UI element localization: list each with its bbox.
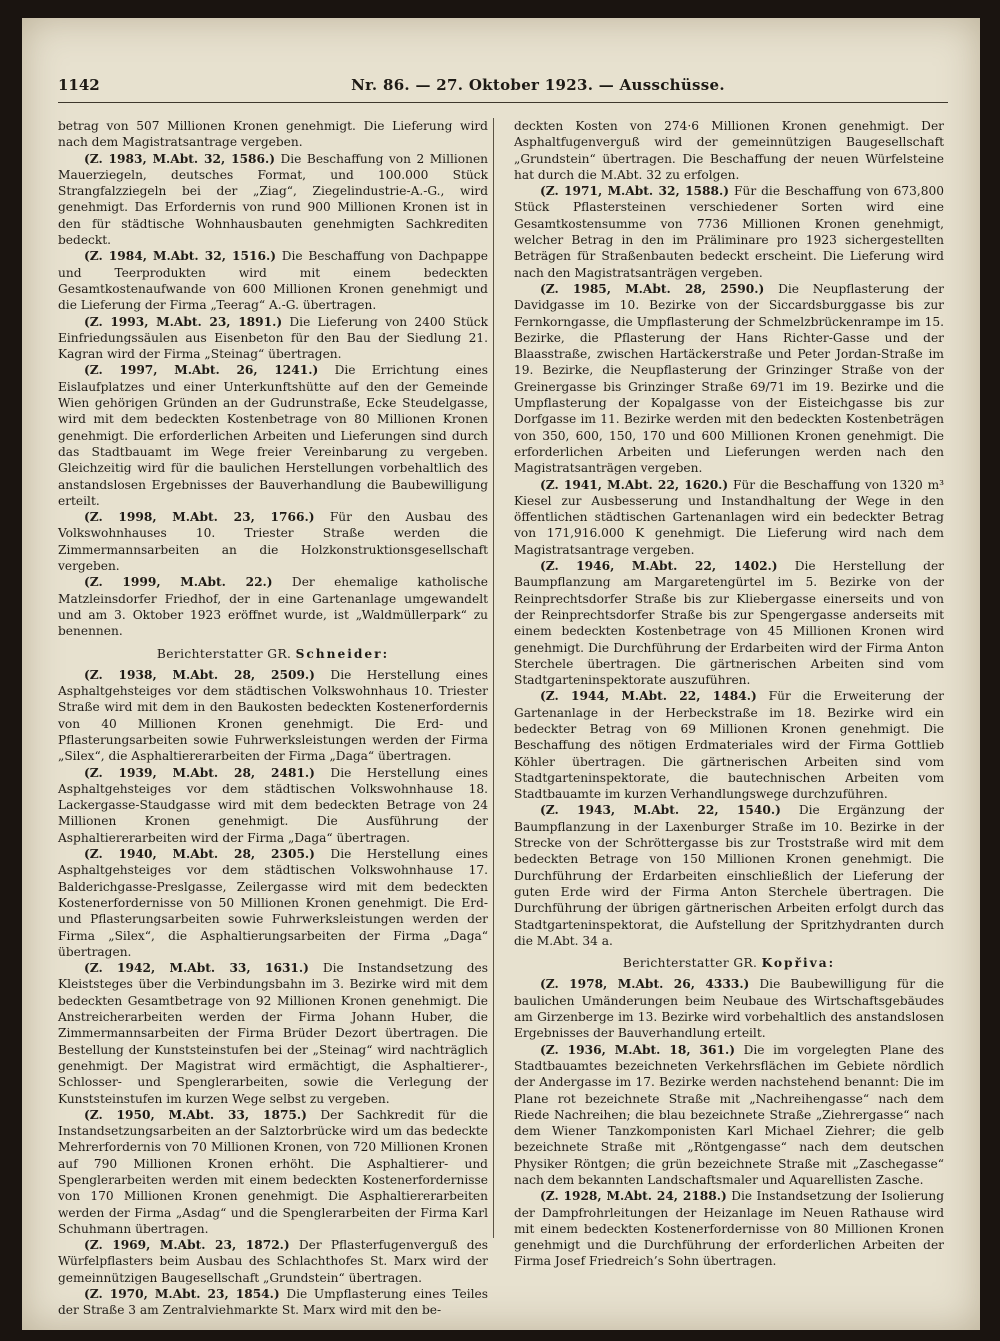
header-rule xyxy=(58,102,948,103)
resolution-entry xyxy=(514,976,944,1041)
resolution-entry xyxy=(514,477,944,558)
entry-text: Die Herstellung eines Asphaltgehsteiges vor dem städtischen Volkswohnhause 17. Balderichgasse-Preslgasse, Zeilergasse wird mit dem bedeckten Kostenerfordernisse von 50 Millionen Kronen genehmigt. Die Erd- und Pflasterungsarbeiten sowie Fuhrwerksleistungen werden der Firma „Silex“, die Asphaltierungsarbeiten der Firma „Daga“ übertragen. xyxy=(58,847,489,959)
resolution-entry xyxy=(58,314,488,363)
left-column xyxy=(58,118,488,1319)
page-number: 1142 xyxy=(58,76,100,94)
entry-reference: (Z. 1941, M.Abt. 22, 1620.) xyxy=(540,477,729,492)
entry-reference: (Z. 1939, M.Abt. 28, 2481.) xyxy=(84,765,315,780)
entry-reference: (Z. 1938, M.Abt. 28, 2509.) xyxy=(84,667,315,682)
resolution-entry xyxy=(58,1286,488,1319)
resolution-entry xyxy=(58,846,488,960)
entry-text: Der ehemalige katholische Matzleinsdorfer Friedhof, der in eine Gartenanlage umgewandelt und am 3. Oktober 1923 eröffnet wurde, ist „Waldmüllerpark“ zu benennen. xyxy=(58,575,489,639)
resolution-entry xyxy=(514,281,944,477)
entry-reference: (Z. 1971, M.Abt. 32, 1588.) xyxy=(540,184,730,199)
entry-reference: (Z. 1942, M.Abt. 33, 1631.) xyxy=(84,961,309,976)
entry-reference: (Z. 1950, M.Abt. 33, 1875.) xyxy=(84,1107,307,1122)
resolution-entry xyxy=(514,802,944,949)
entry-reference: (Z. 1978, M.Abt. 26, 4333.) xyxy=(540,977,750,992)
entry-text: Die Herstellung der Baumpflanzung am Margaretengürtel im 5. Bezirke von der Reinprechtsdorfer Straße bis zur Kliebergasse einerseits und von der Reinprechtsdorfer Straße bis zur Spengergasse anderseits mit einem bedeckten Kostenbetrage von 45 Millionen Kronen wird genehmigt. Die Durchführung der Erdarbeiten wird der Firma Anton Sterchele übertragen. Die gärtnerischen Arbeiten sind vom Stadtgarteninspektorate auszuführen. xyxy=(514,559,945,688)
entry-reference: (Z. 1984, M.Abt. 32, 1516.) xyxy=(84,249,276,264)
resolution-entry xyxy=(514,1042,944,1189)
column-divider xyxy=(493,118,494,1238)
reporter-heading xyxy=(58,646,488,662)
page-header xyxy=(58,76,948,100)
resolution-entry xyxy=(58,1107,488,1237)
newspaper-page xyxy=(22,18,980,1330)
resolution-entry xyxy=(58,509,488,574)
entry-reference: (Z. 1943, M.Abt. 22, 1540.) xyxy=(540,803,781,818)
entry-text: Für den Ausbau des Volkswohnhauses 10. Triester Straße werden die Zimmermannsarbeiten an die Holzkonstruktionsgesellschaft vergeben. xyxy=(58,510,488,574)
resolution-entry xyxy=(58,151,488,249)
entry-text: Der Pflasterfugenverguß des Würfelpflasters beim Ausbau des Schlachthofes St. Marx wird der gemeinnützigen Baugesellschaft „Grundstein“ übertragen. xyxy=(58,1238,489,1285)
resolution-entry xyxy=(58,248,488,313)
right-column xyxy=(514,118,944,1270)
entry-text: Die Beschaffung von Dachpappe und Teerprodukten wird mit einem bedeckten Gesamtkostenaufwande von 600 Millionen Kronen genehmigt und die Lieferung der Firma „Teerag“ A.-G. übertragen. xyxy=(58,249,488,313)
entry-text: Die Herstellung eines Asphaltgehsteiges vor dem städtischen Volkswohnhaus 10. Triester Straße wird mit dem in den Baukosten bedeckten Kostenerfordernis von 40 Millionen Kronen genehmigt. Die Erd- und Pflasterungsarbeiten sowie Fuhrwerksleistungen werden der Firma „Silex“, die Asphaltiererarbeiten der Firma „Daga“ übertragen. xyxy=(58,667,489,764)
entry-reference: (Z. 1998, M.Abt. 23, 1766.) xyxy=(84,510,315,525)
entry-reference: (Z. 1985, M.Abt. 28, 2590.) xyxy=(540,281,765,296)
resolution-entry xyxy=(58,118,488,151)
resolution-entry xyxy=(58,574,488,639)
resolution-entry xyxy=(514,558,944,688)
entry-reference: (Z. 1944, M.Abt. 22, 1484.) xyxy=(540,689,757,704)
entry-reference: (Z. 1993, M.Abt. 23, 1891.) xyxy=(84,314,283,329)
entry-reference: (Z. 1983, M.Abt. 32, 1586.) xyxy=(84,151,276,166)
entry-text: Die Instandsetzung der Isolierung der Dampfrohrleitungen der Heizanlage im Neuen Rathause wird mit einem bedeckten Kostenerfordernisse von 80 Millionen Kronen genehmigt und die Durchführung der erforderlichen Arbeiten der Firma Josef Friedreich’s Sohn übertragen. xyxy=(514,1189,944,1269)
entry-text: Die Errichtung eines Eislaufplatzes und einer Unterkunftshütte auf den der Gemeinde Wien gehörigen Gründen an der Gudrunstraße, Ecke Steudelgasse, wird mit dem bedeckten Kostenbetrage von 80 Millionen Kronen genehmigt. Die erforderlichen Arbeiten und Lieferungen sind durch das Stadtbauamt im Wege freier Vereinbarung zu vergeben. Gleichzeitig wird für die baulichen Herstellungen vorbehaltlich des anstandslosen Ergebnisses der Bauverhandlung die Baubewilligung erteilt. xyxy=(58,363,489,508)
entry-text: Für die Erweiterung der Gartenanlage in der Herbeckstraße im 18. Bezirke wird ein bedeckter Betrag von 69 Millionen Kronen genehmigt. Die Beschaffung des nötigen Erdmateriales wird der Firma Gottlieb Köhler übertragen. Die gärtnerischen Arbeiten sind vom Stadtgarteninspektorate, die bautechnischen Arbeiten vom Stadtbauamte im kurzen Verhandlungswege durchzuführen. xyxy=(514,689,944,802)
entry-reference: (Z. 1946, M.Abt. 22, 1402.) xyxy=(540,559,778,574)
entry-text: Die Lieferung von 2400 Stück Einfriedungssäulen aus Eisenbeton für den Bau der Siedlung 21. Kagran wird der Firma „Steinag“ übertragen. xyxy=(58,314,489,362)
entry-reference: (Z. 1970, M.Abt. 23, 1854.) xyxy=(84,1287,280,1302)
entry-reference: (Z. 1940, M.Abt. 28, 2305.) xyxy=(84,847,315,862)
entry-text: Die Baubewilligung für die baulichen Umänderungen beim Neubaue des Wirtschaftsgebäudes am Girzenberge im 13. Bezirke wird vorbehaltlich des anstandslosen Ergebnisses der Bauverhandlung erteilt. xyxy=(514,977,945,1041)
resolution-entry xyxy=(514,1188,944,1269)
entry-text: Die Umpflasterung eines Teiles der Straße 3 am Zentralviehmarkte St. Marx wird mit den be- xyxy=(58,1287,489,1318)
resolution-entry xyxy=(58,1237,488,1286)
running-title: Nr. 86. — 27. Oktober 1923. — Ausschüsse. xyxy=(351,76,725,94)
reporter-name: Schneider: xyxy=(295,646,390,661)
entry-text: betrag von 507 Millionen Kronen genehmigt. Die Lieferung wird nach dem Magistratsantrage vergeben. xyxy=(58,119,488,150)
resolution-entry xyxy=(58,960,488,1107)
reporter-name: Kopřiva: xyxy=(761,956,836,971)
reporter-prefix: Berichterstatter GR. xyxy=(622,956,758,971)
entry-text: Die Ergänzung der Baumpflanzung in der Laxenburger Straße im 10. Bezirke in der Strecke von der Schröttergasse bis zur Troststraße wird mit dem bedeckten Betrage von 150 Millionen Kronen genehmigt. Die Durchführung der Erdarbeiten einschließlich der Lieferung der guten Erde wird der Firma Anton Sterchele übertragen. Die Durchführung der übrigen gärtnerischen Arbeiten erfolgt durch das Stadtgarteninspektorat, die Aufstellung der Spritzhydranten durch die M.Abt. 34 a. xyxy=(514,803,944,948)
resolution-entry xyxy=(514,688,944,802)
resolution-entry xyxy=(58,667,488,765)
entry-text: Die Herstellung eines Asphaltgehsteiges vor dem städtischen Volkswohnhause 18. Lackergasse-Staudgasse wird mit dem bedeckten Betrage von 24 Millionen Kronen genehmigt. Die Ausführung der Asphaltiererarbeiten wird der Firma „Daga“ übertragen. xyxy=(58,765,489,845)
entry-reference: (Z. 1928, M.Abt. 24, 2188.) xyxy=(540,1189,727,1204)
entry-text: Für die Beschaffung von 1320 m³ Kiesel zur Ausbesserung und Instandhaltung der Wege in den öffentlichen städtischen Gartenanlagen wird ein bedeckter Betrag von 171,916.000 K genehmigt. Die Lieferung wird nach dem Magistratsantrage vergeben. xyxy=(514,477,945,557)
resolution-entry xyxy=(58,765,488,846)
entry-reference: (Z. 1969, M.Abt. 23, 1872.) xyxy=(84,1238,290,1253)
entry-reference: (Z. 1999, M.Abt. 22.) xyxy=(84,575,273,590)
entry-text: Die Beschaffung von 2 Millionen Mauerziegeln, deutsches Format, und 100.000 Stück Strangfalzziegeln bei der „Ziag“, Ziegelindustrie-A.-G., wird genehmigt. Das Erfordernis von rund 900 Millionen Kronen ist in den für städtische Wohnhausbauten genehmigten Sachkrediten bedeckt. xyxy=(58,151,489,248)
resolution-entry xyxy=(58,362,488,509)
entry-text: deckten Kosten von 274·6 Millionen Kronen genehmigt. Der Asphaltfugenverguß wird der gemeinnützigen Baugesellschaft „Grundstein“ übertragen. Die Beschaffung der neuen Würfelsteine hat durch die M.Abt. 32 zu erfolgen. xyxy=(514,119,944,182)
entry-text: Die Instandsetzung des Kleiststeges über die Verbindungsbahn im 3. Bezirke wird mit dem bedeckten Gesamtbetrage von 92 Millionen Kronen genehmigt. Die Anstreicherarbeiten werden der Firma Johann Huber, die Zimmermannsarbeiten der Firma Brüder Dezort übertragen. Die Bestellung der Kunststeinstufen bei der „Steinag“ wird nachträglich genehmigt. Der Magistrat wird ermächtigt, die Asphaltierer-, Schlosser- und Spenglerarbeiten, sowie die Verlegung der Kunststeinstufen im kurzen Wege selbst zu vergeben. xyxy=(58,961,488,1106)
resolution-entry xyxy=(514,183,944,281)
reporter-prefix: Berichterstatter GR. xyxy=(156,646,292,661)
reporter-heading xyxy=(514,955,944,971)
entry-text: Der Sachkredit für die Instandsetzungsarbeiten an der Salztorbrücke wird um das bedeckte Mehrerfordernis von 70 Millionen Kronen, von 720 Millionen Kronen auf 790 Millionen Kronen erhöht. Die Asphaltierer- und Spenglerarbeiten werden mit einem bedeckten Kostenerfordernisse von 170 Millionen Kronen genehmigt. Die Asphaltiererarbeiten werden der Firma „Asdag“ und die Spenglerarbeiten der Firma Karl Schuhmann übertragen. xyxy=(58,1107,489,1236)
entry-text: Die im vorgelegten Plane des Stadtbauamtes bezeichneten Verkehrsflächen im Gebiete nördlich der Andergasse im 17. Bezirke werden nachstehend benannt: Die im Plane rot bezeichnete Straße mit „Nachreihengasse“ nach dem Riede Nachreihen; die blau bezeichnete Straße „Ziehrergasse“ nach dem Wiener Tanzkomponisten Karl Michael Ziehrer; die gelb bezeichnete Straße mit „Röntgengasse“ nach dem deutschen Physiker Röntgen; die grün bezeichnete Straße mit „Zaschegasse“ nach dem bekannten Landschaftsmaler und Aquarellisten Zasche. xyxy=(514,1042,944,1187)
entry-text: Für die Beschaffung von 673,800 Stück Pflastersteinen verschiedener Sorten wird eine Gesamtkostensumme von 7736 Millionen Kronen genehmigt, welcher Betrag in den im Präliminare pro 1923 sichergestellten Beträgen für Straßenbauten bedeckt erscheint. Die Lieferung wird nach den Magistratsanträgen vergeben. xyxy=(514,184,945,280)
entry-reference: (Z. 1936, M.Abt. 18, 361.) xyxy=(540,1042,735,1057)
entry-text: Die Neupflasterung der Davidgasse im 10. Bezirke von der Siccardsburggasse bis zur Fernkorngasse, die Umpflasterung der Schmelzbrückenrampe im 15. Bezirke, die Pflasterung der Hans Richter-Gasse und der Blaasstraße, zwischen Hartäckerstraße und Peter Jordan-Straße im 19. Bezirke, die Neupflasterung der Grinzinger Straße von der Greinergasse bis Grinzinger Straße 69/71 im 19. Bezirke und die Umpflasterung der Kopalgasse von der Eisteichgasse bis zur Dorfgasse im 11. Bezirke werden mit den bedeckten Kostenbeträgen von 350, 600, 150, 170 und 600 Millionen Kronen genehmigt. Die erforderlichen Arbeiten und Lieferungen werden nach den Magistratsanträgen vergeben. xyxy=(514,281,944,476)
entry-reference: (Z. 1997, M.Abt. 26, 1241.) xyxy=(84,363,319,378)
resolution-entry xyxy=(514,118,944,183)
